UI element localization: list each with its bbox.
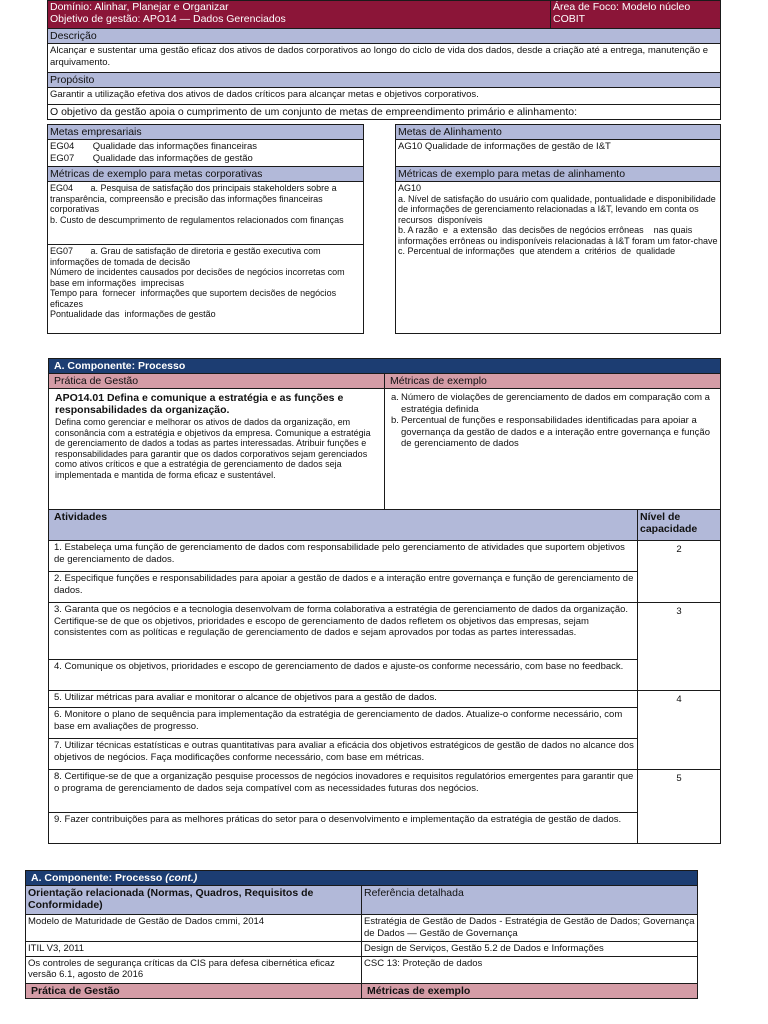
guidance-cell: ITIL V3, 2011 [26,942,362,957]
activity-row: 5. Utilizar métricas para avaliar e monitorar o alcance de objetivos para a gestão de dados. [49,691,638,708]
capability-label: Nível de capacidade [638,510,721,541]
cont-metrics-label: Métricas de exemplo [362,983,698,998]
spacer-cell [364,140,396,167]
activity-row: 8. Certifique-se de que a organização pesquise processos de negócios inovadores e requisitos regulatórios emergentes para garantir que o programa de gerenciamento de dados seja compatível com as necessidades futuras dos negócios. [49,770,638,813]
eg04-metrics: EG04 a. Pesquisa de satisfação dos principais stakeholders sobre a transparência, compreensão e precisão das informações financeiras corporativas b. Custo de descumprimento de regulamentos relacionados com finanças [48,182,364,245]
focus-area-line2: COBIT [553,13,586,25]
component-cont-table [25,870,698,999]
metric-a-item [391,392,714,415]
component-cont-title-suffix: (cont.) [165,872,198,884]
activity-row: 3. Garanta que os negócios e a tecnologia desenvolvam de forma colaborativa a estratégia de gerenciamento de dados da organização. Certifique-se de que os objetivos, prioridades e escopo de gerenciamento de dados refletem os objetivos das empresas, sejam consistentes com as políticas e regulação de gerenciamento de dados e sejam aprovados por todas as partes interessadas. [49,603,638,660]
spacer-cell [364,245,396,334]
objective-table [47,0,721,120]
enterprise-goals-list [48,140,364,167]
capability-level: 5 [638,770,721,844]
guidance-label: Orientação relacionada (Normas, Quadros, Requisitos de Conformidade) [26,886,362,915]
spacer-cell [364,167,396,182]
reference-cell: Estratégia de Gestão de Dados - Estratégia de Gestão de Dados; Governança de Dados — Gestão de Governança [362,915,698,942]
activity-row: 6. Monitore o plano de sequência para implementação da estratégia de gerenciamento de dados. Atualize-o conforme necessário, com base em avaliações de progresso. [49,708,638,739]
guidance-cell: Os controles de segurança críticas da CIS para defesa cibernética eficaz versão 6.1, agosto de 2016 [26,956,362,983]
reference-cell: CSC 13: Proteção de dados [362,956,698,983]
enterprise-metrics-label: Métricas de exemplo para metas corporativas [48,167,364,182]
practice-label: Prática de Gestão [49,374,385,389]
enterprise-goals-label: Metas empresariais [48,125,364,140]
eg07-metrics: EG07 a. Grau de satisfação de diretoria e gestão executiva com informações de tomada de decisão Número de incidentes causados por decisões de negócios incorretas com base em informações imprecisas Tempo para fornecer informações que suportem decisões de negócios eficazes Pontualidade das informações de gestão [48,245,364,334]
activities-label: Atividades [49,510,638,541]
practice-text: Defina como gerenciar e melhorar os ativos de dados da organização, em consonância com a estratégia e objetivos da empresa. Comunique a estratégia de gerenciamento de dados a todas as partes interessadas. Atribuir funções e responsabilidades para garantir que os dados corporativos sejam gerenciados como ativos críticos e que a estratégia de gerenciamento de dados seja implementada e mantida de forma eficaz e sustentável. [55,417,371,480]
spacer-cell [364,182,396,245]
metric-b-item [391,415,714,450]
focus-area-header [551,1,721,29]
eg04-goal: EG04 Qualidade das informações financeiras [50,141,258,152]
component-table [48,358,721,844]
reference-cell: Design de Serviços, Gestão 5.2 de Dados e Informações [362,942,698,957]
activity-row: 7. Utilizar técnicas estatísticas e outras quantitativas para avaliar a eficácia dos objetivos estratégicos de gestão de dados no alcance dos objetivos de negócios. Faça modificações conforme necessário, com base em métricas. [49,739,638,770]
objective-text: Objetivo de gestão: APO14 — Dados Gerenciados [50,13,286,25]
activity-row: 4. Comunique os objetivos, prioridades e escopo de gerenciamento de dados e ajuste-os conforme necessário, com base no feedback. [49,660,638,691]
practice-cell [49,389,385,510]
reference-label: Referência detalhada [362,886,698,915]
support-text: O objetivo da gestão apoia o cumprimento de um conjunto de metas de empreendimento primário e alinhamento: [48,105,721,120]
alignment-metrics-label: Métricas de exemplo para metas de alinhamento [396,167,721,182]
practice-title: APO14.01 Defina e comunique a estratégia e as funções e responsabilidades da organização. [55,392,344,416]
spacer-cell [364,125,396,140]
guidance-cell: Modelo de Maturidade de Gestão de Dados cmmi, 2014 [26,915,362,942]
purpose-text: Garantir a utilização efetiva dos ativos de dados críticos para alcançar metas e objetivos corporativos. [48,88,721,105]
description-text: Alcançar e sustentar uma gestão eficaz dos ativos de dados corporativos ao longo do ciclo de vida dos dados, desde a criação até a entrega, manutenção e arquivamento. [48,44,721,73]
goals-table [47,124,721,334]
ag10-metrics: AG10 a. Nível de satisfação do usuário com qualidade, pontualidade e disponibilidade de informações de gerenciamento relacionadas a I&T, levando em conta os recursos disponíveis b. A razão e a extensão das decisões de negócios errôneas nas quais informações errôneas ou indisponíveis relacionadas à I&T foram um fator-chave c. Percentual de informações que atendem a critérios de qualidade [396,182,721,334]
capability-level: 2 [638,541,721,603]
domain-header [48,1,551,29]
focus-area-line1: Área de Foco: Modelo núcleo [553,1,691,13]
eg07-goal: EG07 Qualidade das informações de gestão [50,152,253,164]
description-label: Descrição [48,29,721,44]
metrics-label: Métricas de exemplo [385,374,721,389]
practice-metrics-cell [385,389,721,510]
alignment-goals-label: Metas de Alinhamento [396,125,721,140]
component-cont-title-main: A. Componente: Processo [31,872,163,884]
cont-practice-label: Prática de Gestão [26,983,362,998]
purpose-label: Propósito [48,73,721,88]
metric-a-text: Número de violações de gerenciamento de dados em comparação com a estratégia definida [401,392,710,415]
component-title: A. Componente: Processo [49,359,721,374]
metric-a-key: a. [391,392,399,403]
metric-b-key: b. [391,415,399,426]
activity-row: 1. Estabeleça uma função de gerenciamento de dados com responsabilidade pelo gerenciamento de atividades que suportem objetivos de gerenciamento de dados. [49,541,638,572]
domain-text: Domínio: Alinhar, Planejar e Organizar [50,1,229,13]
capability-level: 3 [638,603,721,691]
capability-level: 4 [638,691,721,770]
metric-b-text: Percentual de funções e responsabilidades identificadas para apoiar a governança da gestão de dados e a interação entre governança e função de gerenciamento de dados [401,415,710,449]
activity-row: 9. Fazer contribuições para as melhores práticas do setor para o desenvolvimento e implementação da estratégia de gestão de dados. [49,813,638,844]
ag10-goal: AG10 Qualidade de informações de gestão de I&T [396,140,721,167]
activity-row: 2. Especifique funções e responsabilidades para apoiar a gestão de dados e a interação entre governança e função de gerenciamento de dados. [49,572,638,603]
component-cont-title [26,871,698,886]
